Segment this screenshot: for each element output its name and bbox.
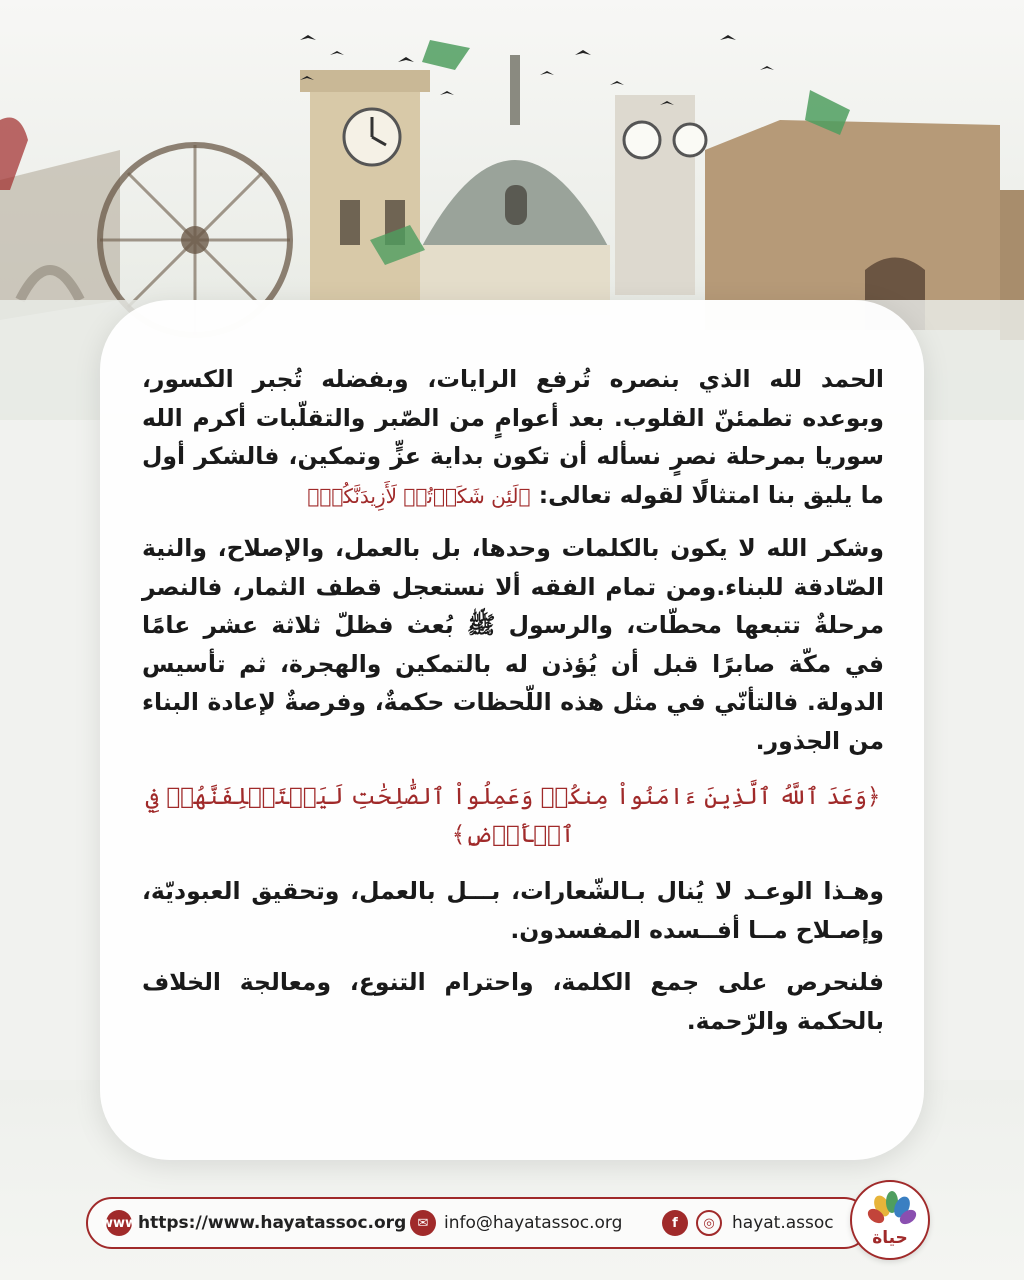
- quran-verse: ﴿وَعَدَ ٱللَّهُ ٱلَّذِينَ ءَامَنُواْ مِنكُمۡ وَعَمِلُواْ ٱلصَّٰلِحَٰتِ لَيَسۡتَخۡلِفَنَّهُمۡ فِي ٱلۡأَرۡضِ﴾: [145, 784, 881, 848]
- paragraph-1: [142, 360, 884, 515]
- website-link[interactable]: [100, 1199, 407, 1247]
- email-text: info@hayatassoc.org: [444, 1213, 623, 1233]
- article-body: [142, 360, 884, 1054]
- social-text: hayat.assoc: [732, 1213, 834, 1233]
- contact-footer: [86, 1197, 870, 1249]
- web-icon: www: [106, 1210, 132, 1236]
- website-text: https://www.hayatassoc.org: [138, 1213, 407, 1233]
- paragraph-4: فلنحرص على جمع الكلمة، واحترام التنوع، ومعالجة الخلاف بالحكمة والرّحمة.: [142, 968, 884, 1035]
- facebook-icon: f: [662, 1210, 688, 1236]
- logo-text: حياة: [872, 1228, 908, 1248]
- email-icon: ✉: [410, 1210, 436, 1236]
- paragraph-3: وهـذا الوعـد لا يُنال بـالشّعارات، بـــل بالعمل، وتحقيق العبوديّة، وإصـلاح مــا أفــسده المفسدون.: [142, 877, 884, 944]
- hayat-logo: [850, 1180, 930, 1260]
- paragraph-2: وشكر الله لا يكون بالكلمات وحدها، بل بالعمل، والإصلاح، والنية الصّادقة للبناء.ومن تمام الفقه ألا نستعجل قطف الثمار، فالنصر مرحلةٌ تتبعها محطّات، والرسول ﷺ بُعث فظلّ ثلاثة عشر عامًا في مكّة صابرًا قبل أن يُؤذن له بالتمكين والهجرة، ثم تأسيس الدولة. فالتأنّي في مثل هذه اللّحظات حكمةٌ، وفرصةٌ لإعادة البناء من الجذور.: [142, 534, 884, 755]
- inline-quran-quote: ﴿لَئِن شَكَرۡتُمۡ لَأَزِيدَنَّكُمۡ﴾: [307, 483, 531, 508]
- paragraph-1-text: الحمد لله الذي بنصره تُرفع الرايات، وبفضله تُجبر الكسور، وبوعده تطمئنّ القلوب. بعد أعوامٍ من الصّبر والتقلّبات أكرم الله سوريا بمرحلة نصرٍ نسأله أن تكون بداية عزٍّ وتمكين، فالشكر أول ما يليق بنا امتثالًا لقوله تعالى:: [142, 365, 884, 509]
- instagram-icon: ◎: [696, 1210, 722, 1236]
- logo-emblem: [852, 1184, 928, 1234]
- email-link[interactable]: [410, 1199, 622, 1247]
- social-link[interactable]: [662, 1199, 834, 1247]
